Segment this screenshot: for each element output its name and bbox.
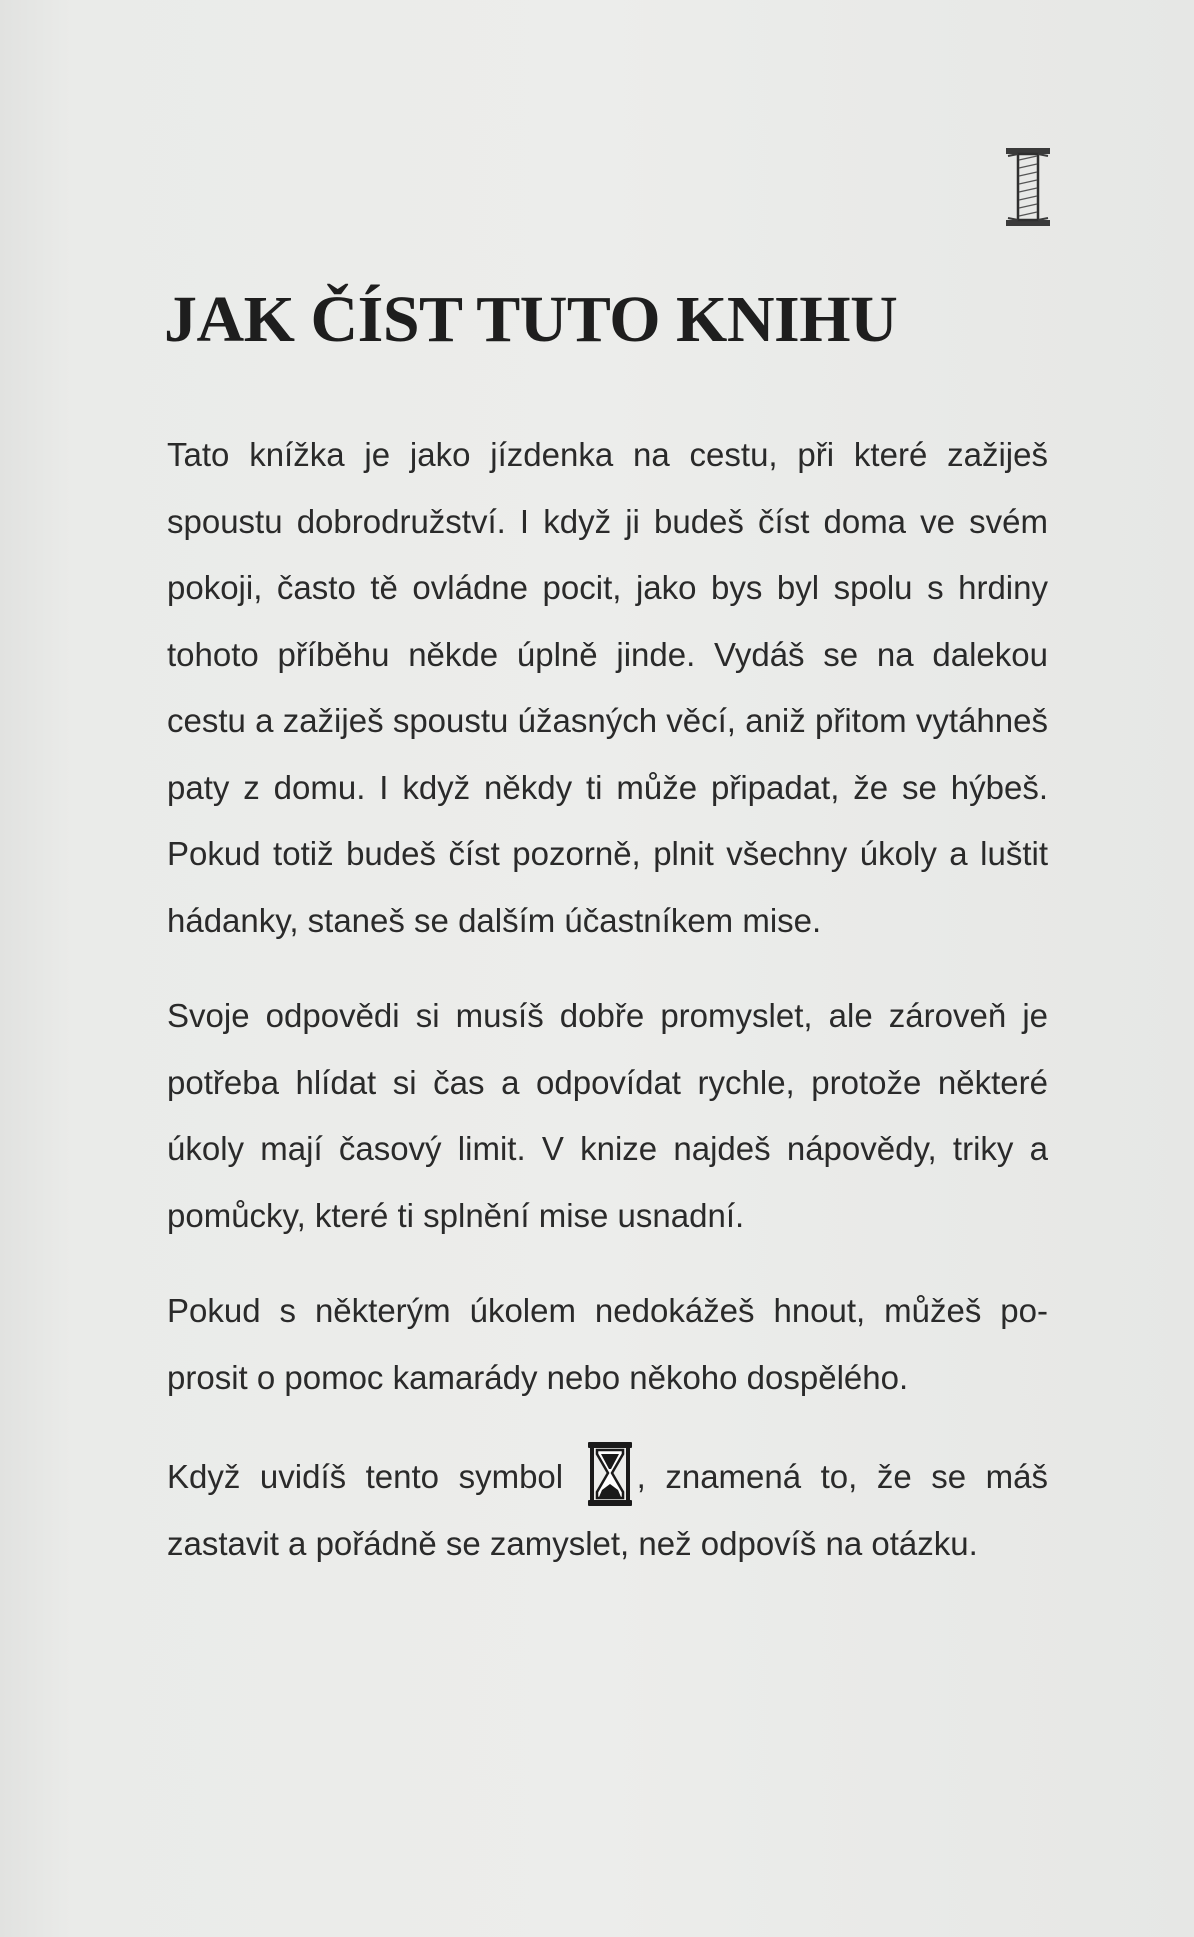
hourglass-icon [584, 1440, 636, 1508]
symbol-text-before: Když uvidíš tento symbol [167, 1458, 583, 1495]
body-text [167, 422, 1048, 1606]
symbol-text-after: , znamená to, že se máš zastavit a pořádně se zamyslet, než odpovíš na otázku. [167, 1458, 1048, 1562]
paragraph-help: Pokud s některým úkolem nedokážeš hnout, můžeš poprosit o pomoc kamarády nebo někoho dospělého. [167, 1292, 1048, 1396]
paragraph-intro: Tato knížka je jako jízdenka na cestu, při které zažiješ spoustu dobrodružství. I když ji budeš číst doma ve svém pokoji, často tě ovládne pocit, jako bys byl spolu s hrdiny tohoto příběhu někde úplně jinde. Vydáš se na dalekou cestu a zažiješ spoustu úžasných věcí, aniž přitom vytáhneš paty z domu. I když někdy ti může připadat, že se hýbeš. Pokud totiž budeš číst pozorně, plnit všechny úkoly a luštit hádanky, staneš se dalším účastníkem mise. [167, 436, 1048, 939]
chapter-title: JAK ČÍST TUTO KNIHU [164, 283, 898, 356]
paragraph-answers: Svoje odpovědi si musíš dobře promyslet, ale zároveň je potřeba hlídat si čas a odpovídat rychle, protože některé úkoly mají časový limit. V knize najdeš nápovědy, triky a pomůcky, které ti splnění mise usnadní. [167, 997, 1048, 1234]
paragraph-symbol [167, 1440, 1048, 1577]
chapter-numeral-sketch-icon [1004, 146, 1052, 228]
